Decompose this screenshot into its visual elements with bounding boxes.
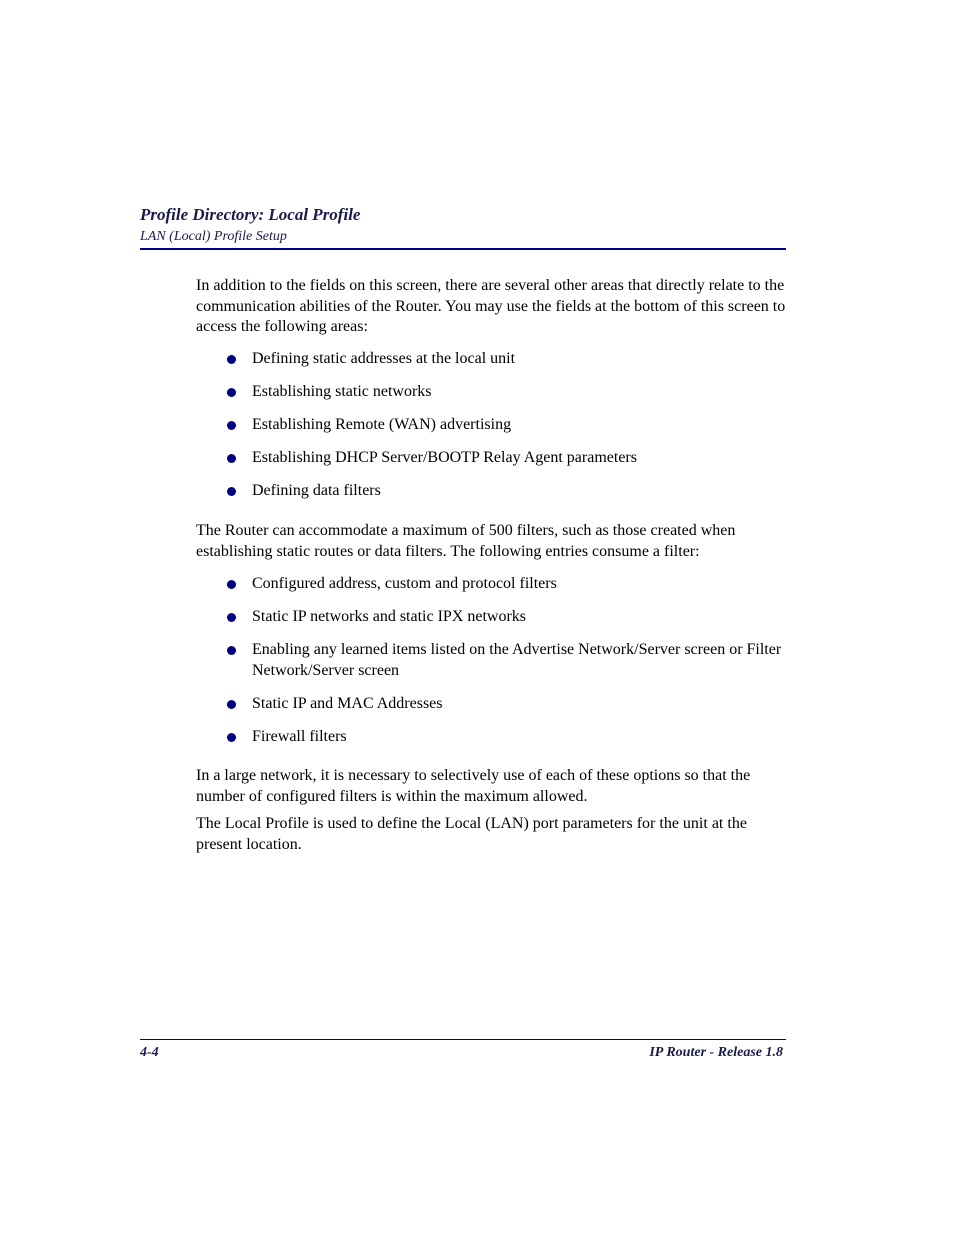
list-item	[196, 415, 786, 436]
footer-product: IP Router - Release 1.8	[649, 1045, 783, 1060]
page-number: 4-4	[140, 1045, 159, 1060]
filter-entries-list	[196, 574, 786, 760]
list-item	[196, 640, 786, 681]
list-item	[196, 607, 786, 628]
list-item	[196, 727, 786, 748]
bullet-icon	[227, 388, 236, 397]
header-rule	[140, 248, 786, 250]
list-item-text: Establishing Remote (WAN) advertising	[252, 416, 512, 433]
local-profile-paragraph: The Local Profile is used to define the Local (LAN) port parameters for the unit at the present location.	[196, 815, 747, 853]
list-item-text: Static IP networks and static IPX networks	[252, 608, 527, 625]
bullet-icon	[227, 355, 236, 364]
list-item-text: Enabling any learned items listed on the Advertise Network/Server screen or Filter Network/Server screen	[252, 641, 782, 679]
list-item-text: Defining data filters	[252, 482, 381, 499]
footer-rule	[140, 1039, 786, 1040]
bullet-icon	[227, 646, 236, 655]
page-header-subtitle: LAN (Local) Profile Setup	[140, 229, 287, 244]
large-network-paragraph: In a large network, it is necessary to selectively use of each of these options so that the number of configured filters is within the maximum allowed.	[196, 767, 751, 805]
list-item-text: Configured address, custom and protocol filters	[252, 575, 557, 592]
bullet-icon	[227, 487, 236, 496]
bullet-icon	[227, 454, 236, 463]
bullet-icon	[227, 613, 236, 622]
bullet-icon	[227, 421, 236, 430]
list-item	[196, 448, 786, 469]
list-item-text: Establishing static networks	[252, 383, 432, 400]
bullet-icon	[227, 580, 236, 589]
areas-list	[196, 349, 786, 514]
list-item-text: Static IP and MAC Addresses	[252, 694, 443, 712]
list-item-text: Establishing DHCP Server/BOOTP Relay Agent parameters	[252, 449, 637, 466]
intro-paragraph: In addition to the fields on this screen, there are several other areas that directly relate to the communication abilities of the Router. You may use the fields at the bottom of this screen to access the following areas:	[196, 277, 786, 335]
list-item	[196, 382, 786, 403]
filters-paragraph: The Router can accommodate a maximum of 500 filters, such as those created when establishing static routes or data filters. The following entries consume a filter:	[196, 522, 736, 560]
list-item	[196, 481, 786, 502]
list-item	[196, 349, 786, 370]
list-item	[196, 694, 786, 715]
list-item-text: Firewall filters	[252, 727, 347, 745]
list-item	[196, 574, 786, 595]
page-header-title: Profile Directory: Local Profile	[140, 205, 361, 224]
bullet-icon	[227, 700, 236, 709]
bullet-icon	[227, 733, 236, 742]
list-item-text: Defining static addresses at the local unit	[252, 350, 516, 367]
